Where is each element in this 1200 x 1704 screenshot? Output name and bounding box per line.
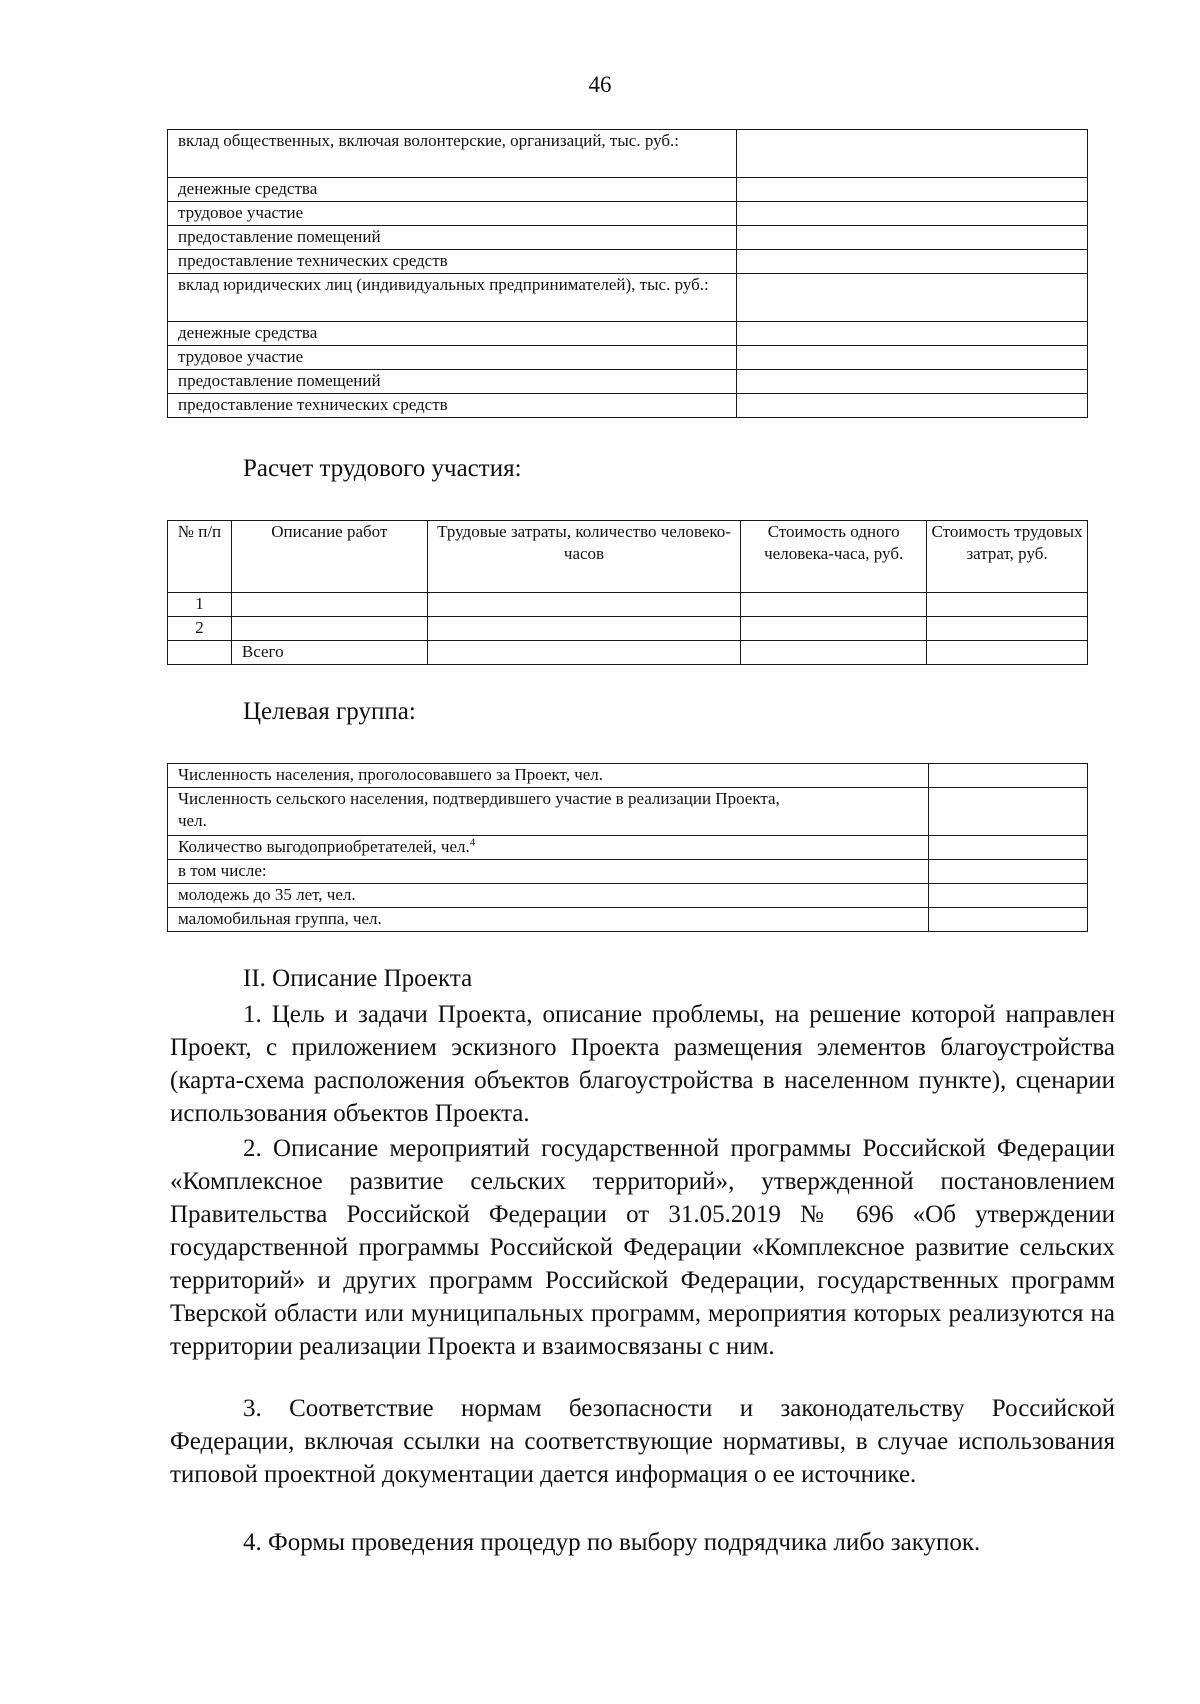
value-cell[interactable]: [741, 593, 927, 617]
row-label: предоставление технических средств: [168, 394, 737, 418]
row-label: денежные средства: [168, 178, 737, 202]
total-label: Всего: [231, 641, 427, 665]
row-label: трудовое участие: [168, 346, 737, 370]
labor-section-title: Расчет трудового участия:: [243, 455, 522, 482]
table-row: [168, 836, 1088, 860]
header-number: № п/п: [168, 521, 232, 593]
paragraph-1: [170, 998, 1115, 1130]
value-cell[interactable]: [231, 617, 427, 641]
row-label: в том числе:: [168, 860, 929, 884]
value-cell[interactable]: [929, 908, 1088, 932]
table-row: [168, 322, 1088, 346]
row-label: предоставление помещений: [168, 226, 737, 250]
table-row: [168, 178, 1088, 202]
table-row: [168, 617, 1088, 641]
value-cell[interactable]: [927, 617, 1088, 641]
value-cell[interactable]: [737, 178, 1088, 202]
value-cell[interactable]: [737, 394, 1088, 418]
paragraph-text: 4. Формы проведения процедур по выбору подрядчика либо закупок.: [243, 1529, 981, 1556]
value-cell[interactable]: [737, 130, 1088, 178]
value-cell[interactable]: [927, 641, 1088, 665]
row-label-text: Численность сельского населения, подтвердившего участие в реализации Проекта, чел.: [178, 789, 780, 830]
contributions-table: [167, 129, 1088, 418]
header-description: Описание работ: [231, 521, 427, 593]
row-label: предоставление помещений: [168, 370, 737, 394]
value-cell[interactable]: [231, 593, 427, 617]
row-label: маломобильная группа, чел.: [168, 908, 929, 932]
value-cell[interactable]: [737, 250, 1088, 274]
value-cell[interactable]: [929, 836, 1088, 860]
target-group-table: [167, 763, 1088, 932]
value-cell[interactable]: [427, 593, 741, 617]
value-cell[interactable]: [929, 764, 1088, 788]
paragraph-text: 2. Описание мероприятий государственной программы Российской Федерации «Комплексное развитие сельских территорий», утвержденной постановлением Правительства Российской Федерации от 31.05.2019 № 696 «Об утверждении государственной программы Российской Федерации «Комплексное развитие сельских территорий» и других программ Российской Федерации, государственных программ Тверской области или муниципальных программ, мероприятия которых реализуются на территории реализации Проекта и взаимосвязаны с ним.: [170, 1135, 1115, 1360]
row-label: предоставление технических средств: [168, 250, 737, 274]
table-row: [168, 346, 1088, 370]
table-row: [168, 226, 1088, 250]
value-cell[interactable]: [737, 202, 1088, 226]
value-cell[interactable]: [737, 346, 1088, 370]
paragraph-4: [170, 1526, 1115, 1559]
paragraph-text: 1. Цель и задачи Проекта, описание проблемы, на решение которой направлен Проект, с приложением эскизного Проекта размещения элементов благоустройства (карта-схема расположения объектов благоустройства в населенном пункте), сценарии использования объектов Проекта.: [170, 1001, 1115, 1127]
row-number: 2: [168, 617, 232, 641]
paragraph-2: [170, 1132, 1115, 1363]
value-cell[interactable]: [741, 641, 927, 665]
table-row: [168, 370, 1088, 394]
target-section-title: Целевая группа:: [243, 698, 416, 725]
value-cell[interactable]: [737, 274, 1088, 322]
header-labor-hours: Трудовые затраты, количество человеко-часов: [427, 521, 741, 593]
value-cell[interactable]: [741, 617, 927, 641]
table-row: [168, 908, 1088, 932]
row-label: трудовое участие: [168, 202, 737, 226]
table-row: [168, 130, 1088, 178]
row-label: молодежь до 35 лет, чел.: [168, 884, 929, 908]
row-number: 1: [168, 593, 232, 617]
value-cell[interactable]: [929, 788, 1088, 836]
paragraph-3: [170, 1392, 1115, 1491]
table-row: [168, 202, 1088, 226]
table-row: [168, 274, 1088, 322]
row-label-text: Количество выгодоприобретателей, чел.: [178, 837, 470, 856]
value-cell[interactable]: [427, 641, 741, 665]
value-cell[interactable]: [737, 226, 1088, 250]
row-label: вклад общественных, включая волонтерские, организаций, тыс. руб.:: [168, 130, 737, 178]
row-label: [168, 788, 929, 836]
value-cell[interactable]: [929, 884, 1088, 908]
table-row: [168, 250, 1088, 274]
header-total-cost: Стоимость трудовых затрат, руб.: [927, 521, 1088, 593]
page-number: 46: [588, 72, 612, 97]
row-label: вклад юридических лиц (индивидуальных предпринимателей), тыс. руб.:: [168, 274, 737, 322]
value-cell[interactable]: [737, 322, 1088, 346]
section-title: II. Описание Проекта: [243, 965, 473, 992]
footnote-mark: 4: [469, 836, 476, 849]
table-row-total: [168, 641, 1088, 665]
value-cell[interactable]: [427, 617, 741, 641]
table-row: [168, 394, 1088, 418]
value-cell[interactable]: [168, 641, 232, 665]
row-label: Численность населения, проголосовавшего за Проект, чел.: [168, 764, 929, 788]
paragraph-text: 3. Соответствие нормам безопасности и законодательству Российской Федерации, включая ссылки на соответствующие нормативы, в случае использования типовой проектной документации дается информация о ее источнике.: [170, 1395, 1115, 1488]
table-row: [168, 884, 1088, 908]
header-hour-cost: Стоимость одного человека-часа, руб.: [741, 521, 927, 593]
table-row: [168, 860, 1088, 884]
row-label: денежные средства: [168, 322, 737, 346]
table-row: [168, 593, 1088, 617]
table-header-row: [168, 521, 1088, 593]
row-label: [168, 836, 929, 860]
table-row: [168, 788, 1088, 836]
table-row: [168, 764, 1088, 788]
labor-table: [167, 520, 1088, 665]
value-cell[interactable]: [929, 860, 1088, 884]
value-cell[interactable]: [737, 370, 1088, 394]
value-cell[interactable]: [927, 593, 1088, 617]
